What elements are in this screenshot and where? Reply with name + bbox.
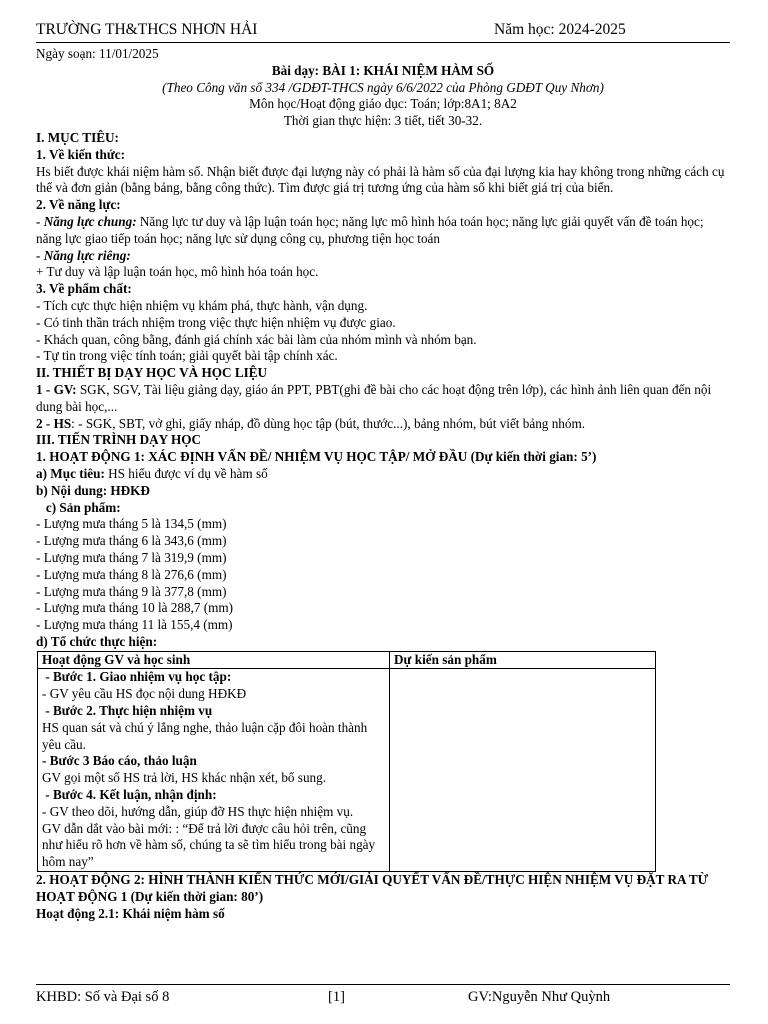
subheading-knowledge: 1. Về kiến thức: (36, 146, 125, 162)
lesson-title: Bài dạy: BÀI 1: KHÁI NIỆM HÀM SỐ (271, 62, 495, 78)
document-body (36, 46, 730, 922)
preparation-date: Ngày soạn: 11/01/2025 (36, 46, 159, 61)
table-header-product: Dự kiến sản phẩm (390, 651, 656, 669)
teacher-equipment-text: SGK, SGV, Tài liệu giảng dạy, giáo án PPT, PBT(ghi đề bài cho các hoạt động trên lớp), các hình ảnh liên quan đến nội dung bài học,... (36, 381, 712, 414)
activity-steps-cell (38, 669, 390, 872)
table-header-activity: Hoạt động GV và học sinh (38, 651, 390, 669)
activity-table (37, 651, 656, 872)
step-1-label: - Bước 1. Giao nhiệm vụ học tập: (42, 669, 232, 685)
activity-1-objective (36, 466, 730, 483)
step-4-lead-in: GV dẫn dắt vào bài mới: : “Để trả lời được câu hỏi trên, cũng như hiểu rõ hơn về hàm số, chúng ta sẽ tìm hiểu trong bài ngày hôm nay” (42, 820, 376, 870)
subheading-qualities: 3. Về phẩm chất: (36, 281, 132, 297)
student-equipment (36, 416, 730, 433)
rainfall-item: - Lượng mưa tháng 7 là 319,9 (mm) (36, 549, 227, 565)
duration-line: Thời gian thực hiện: 3 tiết, tiết 30-32. (283, 113, 483, 129)
table-header-row (38, 651, 656, 669)
table-row (38, 669, 656, 872)
quality-item: - Có tinh thần trách nhiệm trong việc thực hiện nhiệm vụ được giao. (36, 314, 396, 330)
teacher-equipment (36, 382, 730, 416)
expected-product-cell (390, 669, 656, 872)
step-3-text: GV gọi một số HS trả lời, HS khác nhận xét, bổ sung. (42, 770, 327, 786)
activity-1-heading: 1. HOẠT ĐỘNG 1: XÁC ĐỊNH VẤN ĐỀ/ NHIỆM VỤ HỌC TẬP/ MỞ ĐẦU (Dự kiến thời gian: 5’) (36, 449, 597, 465)
student-equipment-text: : - SGK, SBT, vở ghi, giấy nháp, đồ dùng học tập (bút, thước...), bảng nhóm, bút viết bảng nhóm. (71, 415, 586, 431)
objective-text: HS hiểu được ví dụ về hàm số (104, 465, 268, 481)
page-number: [1] (328, 989, 345, 1005)
general-competence-text: Năng lực tư duy và lập luận toán học; năng lực mô hình hóa toán học; năng lực giải quyết vấn đề toán học; năng lực giao tiếp toán học; năng lực sử dụng công cụ, phương tiện học toán (36, 213, 704, 246)
activity-2-heading: 2. HOẠT ĐỘNG 2: HÌNH THÀNH KIẾN THỨC MỚI/GIẢI QUYẾT VẤN ĐỀ/THỰC HIỆN NHIỆM VỤ ĐẶT RA TỪ HOẠT ĐỘNG 1 (Dự kiến thời gian: 80’) (36, 872, 709, 904)
rainfall-item: - Lượng mưa tháng 10 là 288,7 (mm) (36, 600, 234, 616)
step-2-label: - Bước 2. Thực hiện nhiệm vụ (42, 703, 213, 719)
knowledge-text: Hs biết được khái niệm hàm số. Nhận biết được đại lượng này có phải là hàm số của đại lượng kia hay không trong những cách cụ thể và đơn giản (bằng bảng, bằng công thức). Tìm được giá trị tương ứng của hàm số khi biết giá trị của biến. (36, 163, 725, 196)
activity-2-1-heading: Hoạt động 2.1: Khái niệm hàm số (36, 905, 225, 921)
organization-label: d) Tổ chức thực hiện: (36, 633, 158, 649)
quality-item: - Tích cực thực hiện nhiệm vụ khám phá, thực hành, vận dụng. (36, 297, 368, 313)
subject-line: Môn học/Hoạt động giáo dục: Toán; lớp:8A1; 8A2 (249, 96, 517, 112)
subheading-competence: 2. Về năng lực: (36, 197, 121, 213)
step-3-label: - Bước 3 Báo cáo, thảo luận (42, 753, 197, 769)
page-footer (36, 984, 730, 1015)
section-heading-objectives: I. MỤC TIÊU: (36, 129, 119, 145)
step-4-label: - Bước 4. Kết luận, nhận định: (42, 787, 217, 803)
activity-1-product: c) Sản phẩm: (36, 499, 121, 515)
school-name: TRƯỜNG TH&THCS NHƠN HẢI (36, 21, 258, 38)
rainfall-item: - Lượng mưa tháng 11 là 155,4 (mm) (36, 617, 233, 633)
general-competence (36, 214, 730, 248)
general-competence-label: - Năng lực chung: (36, 213, 137, 229)
specific-competence-text: + Tư duy và lập luận toán học, mô hình hóa toán học. (36, 264, 319, 280)
section-heading-process: III. TIẾN TRÌNH DẠY HỌC (36, 432, 202, 448)
rainfall-item: - Lượng mưa tháng 9 là 377,8 (mm) (36, 583, 227, 599)
rainfall-item: - Lượng mưa tháng 8 là 276,6 (mm) (36, 566, 227, 582)
objective-label: a) Mục tiêu: (36, 465, 105, 481)
footer-teacher: GV:Nguyễn Như Quỳnh (468, 989, 611, 1005)
footer-book: KHBD: Số và Đại số 8 (36, 989, 170, 1005)
section-heading-equipment: II. THIẾT BỊ DẠY HỌC VÀ HỌC LIỆU (36, 365, 268, 381)
activity-1-content: b) Nội dung: HĐKĐ (36, 482, 150, 498)
rainfall-item: - Lượng mưa tháng 6 là 343,6 (mm) (36, 533, 227, 549)
quality-item: - Tự tin trong việc tính toán; giải quyết bài tập chính xác. (36, 348, 338, 364)
reference-note: (Theo Công văn số 334 /GDĐT-THCS ngày 6/6/2022 của Phòng GDĐT Quy Nhơn) (162, 79, 604, 95)
step-1-text: - GV yêu cầu HS đọc nội dung HĐKĐ (42, 686, 247, 702)
teacher-equipment-label: 1 - GV: (36, 381, 77, 397)
step-4-text: - GV theo dõi, hướng dẫn, giúp đỡ HS thực hiện nhiệm vụ. (42, 803, 354, 819)
rainfall-item: - Lượng mưa tháng 5 là 134,5 (mm) (36, 516, 227, 532)
page-header (36, 22, 730, 43)
specific-competence-label: - Năng lực riêng: (36, 247, 131, 263)
step-2-text: HS quan sát và chú ý lắng nghe, thảo luận cặp đôi hoàn thành yêu cầu. (42, 719, 368, 752)
student-equipment-label: 2 - HS (36, 415, 72, 431)
school-year: Năm học: 2024-2025 (494, 21, 626, 38)
quality-item: - Khách quan, công bằng, đánh giá chính xác bài làm của nhóm mình và nhóm bạn. (36, 331, 477, 347)
